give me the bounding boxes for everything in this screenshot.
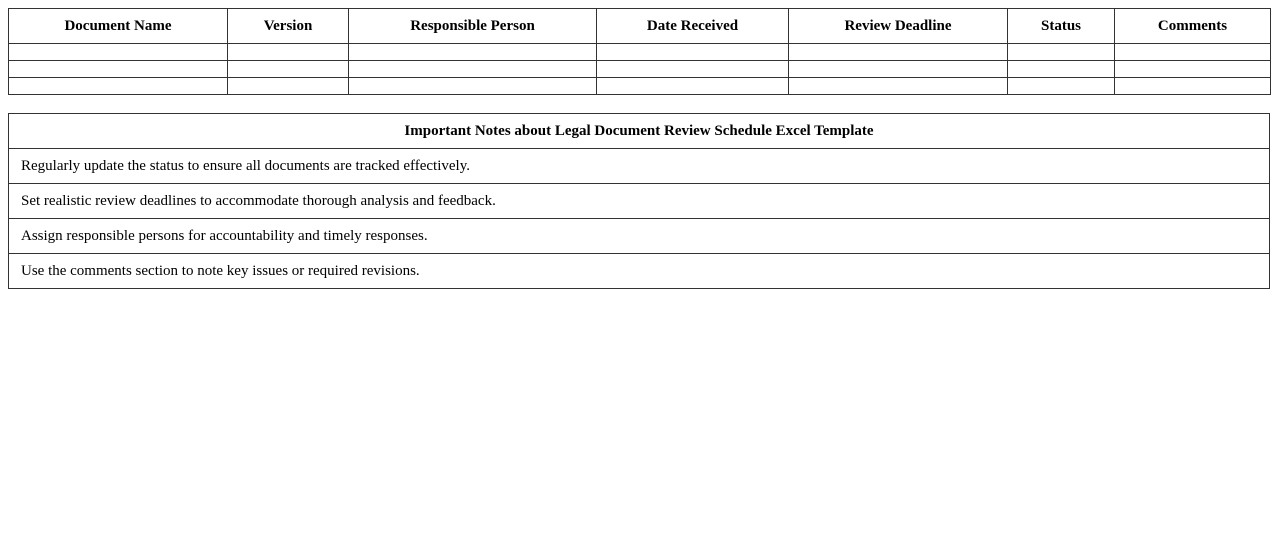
note-text: Regularly update the status to ensure all documents are tracked effectively. — [9, 149, 1270, 184]
note-row — [9, 149, 1270, 184]
cell-comments — [1115, 61, 1271, 78]
column-header-version: Version — [228, 9, 349, 44]
cell-review-deadline — [789, 61, 1008, 78]
column-header-status: Status — [1008, 9, 1115, 44]
cell-document-name — [9, 44, 228, 61]
cell-responsible-person — [349, 44, 597, 61]
column-header-responsible-person: Responsible Person — [349, 9, 597, 44]
cell-status — [1008, 44, 1115, 61]
cell-version — [228, 61, 349, 78]
note-text: Use the comments section to note key issues or required revisions. — [9, 254, 1270, 289]
cell-version — [228, 44, 349, 61]
cell-review-deadline — [789, 44, 1008, 61]
note-text: Set realistic review deadlines to accommodate thorough analysis and feedback. — [9, 184, 1270, 219]
note-row — [9, 254, 1270, 289]
notes-header-row — [9, 114, 1270, 149]
column-header-comments: Comments — [1115, 9, 1271, 44]
cell-date-received — [597, 78, 789, 95]
cell-review-deadline — [789, 78, 1008, 95]
cell-comments — [1115, 78, 1271, 95]
table-row — [9, 61, 1271, 78]
cell-responsible-person — [349, 78, 597, 95]
important-notes-table — [8, 113, 1270, 289]
cell-status — [1008, 61, 1115, 78]
note-row — [9, 184, 1270, 219]
cell-date-received — [597, 44, 789, 61]
cell-document-name — [9, 61, 228, 78]
table-row — [9, 78, 1271, 95]
review-schedule-table — [8, 8, 1271, 95]
cell-document-name — [9, 78, 228, 95]
column-header-date-received: Date Received — [597, 9, 789, 44]
cell-responsible-person — [349, 61, 597, 78]
cell-status — [1008, 78, 1115, 95]
column-header-review-deadline: Review Deadline — [789, 9, 1008, 44]
column-header-document-name: Document Name — [9, 9, 228, 44]
note-row — [9, 219, 1270, 254]
note-text: Assign responsible persons for accountability and timely responses. — [9, 219, 1270, 254]
table-row — [9, 44, 1271, 61]
notes-title: Important Notes about Legal Document Review Schedule Excel Template — [9, 114, 1270, 149]
cell-date-received — [597, 61, 789, 78]
cell-version — [228, 78, 349, 95]
cell-comments — [1115, 44, 1271, 61]
header-row — [9, 9, 1271, 44]
